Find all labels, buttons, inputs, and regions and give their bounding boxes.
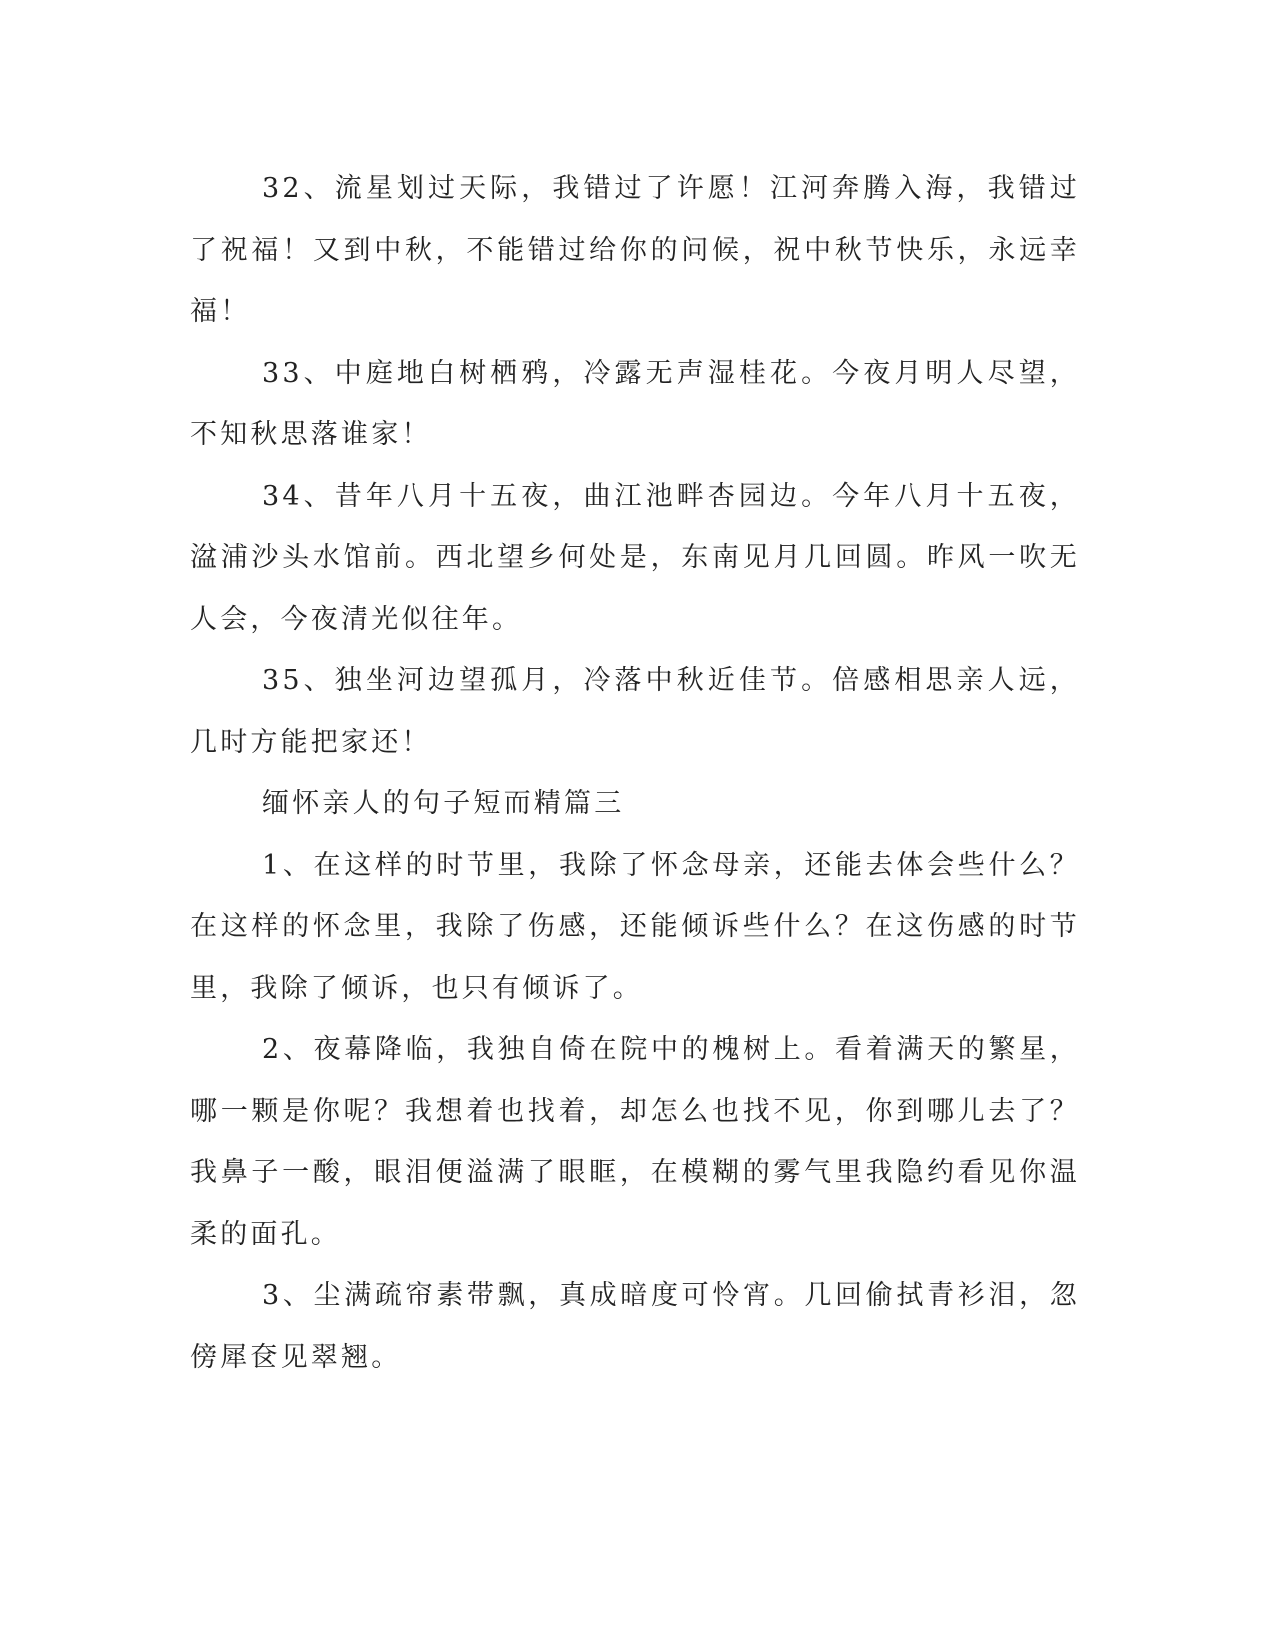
paragraph-3: 3、尘满疏帘素带飘，真成暗度可怜宵。几回偷拭青衫泪，忽傍犀奁见翠翘。 xyxy=(190,1280,1080,1373)
section-heading: 缅怀亲人的句子短而精篇三 xyxy=(262,788,625,819)
paragraph-1: 1、在这样的时节里，我除了怀念母亲，还能去体会些什么？在这样的怀念里，我除了伤感，还能倾诉些什么？在这伤感的时节里，我除了倾诉，也只有倾诉了。 xyxy=(190,849,1080,1004)
paragraph-32: 32、流星划过天际，我错过了许愿！江河奔腾入海，我错过了祝福！又到中秋，不能错过给你的问候，祝中秋节快乐，永远幸福！ xyxy=(190,173,1080,327)
paragraph-2: 2、夜幕降临，我独自倚在院中的槐树上。看着满天的繁星，哪一颗是你呢？我想着也找着，却怎么也找不见，你到哪儿去了？我鼻子一酸，眼泪便溢满了眼眶，在模糊的雾气里我隐约看见你温柔的面孔。 xyxy=(190,1034,1080,1250)
paragraph-33: 33、中庭地白树栖鸦，冷露无声湿桂花。今夜月明人尽望，不知秋思落谁家！ xyxy=(190,357,1080,450)
paragraph-34: 34、昔年八月十五夜，曲江池畔杏园边。今年八月十五夜，湓浦沙头水馆前。西北望乡何处是，东南见月几回圆。昨风一吹无人会，今夜清光似往年。 xyxy=(190,480,1080,635)
paragraph-35: 35、独坐河边望孤月，冷落中秋近佳节。倍感相思亲人远，几时方能把家还！ xyxy=(190,665,1080,758)
document-body xyxy=(190,158,1080,1388)
